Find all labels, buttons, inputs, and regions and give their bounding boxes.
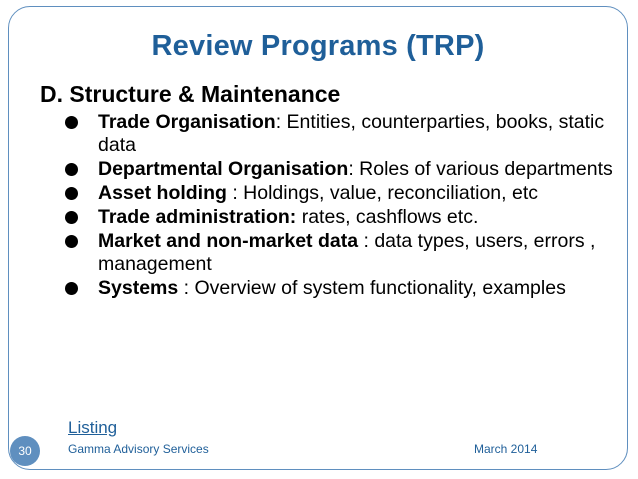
bullet-item-trade-organisation: [64, 111, 624, 157]
bullet-item-trade-administration: [64, 206, 624, 229]
bullet-text: : data types, users, errors , management: [98, 230, 596, 275]
bullet-item-departmental-organisation: [64, 158, 624, 181]
listing-link[interactable]: Listing: [68, 418, 118, 437]
bullet-dot-icon: [65, 211, 78, 224]
bullet-item-asset-holding: [64, 182, 624, 205]
footer-organization: Gamma Advisory Services: [68, 442, 209, 456]
section-heading: D. Structure & Maintenance: [40, 81, 341, 107]
footer-date: March 2014: [474, 442, 538, 456]
bullet-lead: Market and non-market data: [98, 230, 359, 252]
bullet-lead: Systems: [98, 277, 179, 299]
bullet-dot-icon: [65, 187, 78, 200]
bullet-item-market-data: [64, 230, 624, 276]
bullet-dot-icon: [65, 282, 78, 295]
bullet-list: [64, 111, 624, 301]
page-number-badge: 30: [10, 436, 40, 466]
bullet-lead: Asset holding: [98, 182, 227, 204]
bullet-lead: Trade administration:: [98, 206, 297, 228]
bullet-text: : Entities, counterparties, books, static data: [98, 111, 605, 156]
bullet-dot-icon: [65, 163, 78, 176]
bullet-dot-icon: [65, 116, 78, 129]
bullet-dot-icon: [65, 235, 78, 248]
bullet-text: : Holdings, value, reconciliation, etc: [226, 182, 538, 204]
bullet-text: : Overview of system functionality, examples: [178, 277, 566, 299]
bullet-item-systems: [64, 277, 624, 300]
bullet-text: : Roles of various departments: [348, 158, 613, 180]
bullet-lead: Trade Organisation: [98, 111, 276, 133]
bullet-text: rates, cashflows etc.: [296, 206, 479, 228]
bullet-lead: Departmental Organisation: [98, 158, 349, 180]
slide-title: Review Programs (TRP): [151, 30, 485, 62]
